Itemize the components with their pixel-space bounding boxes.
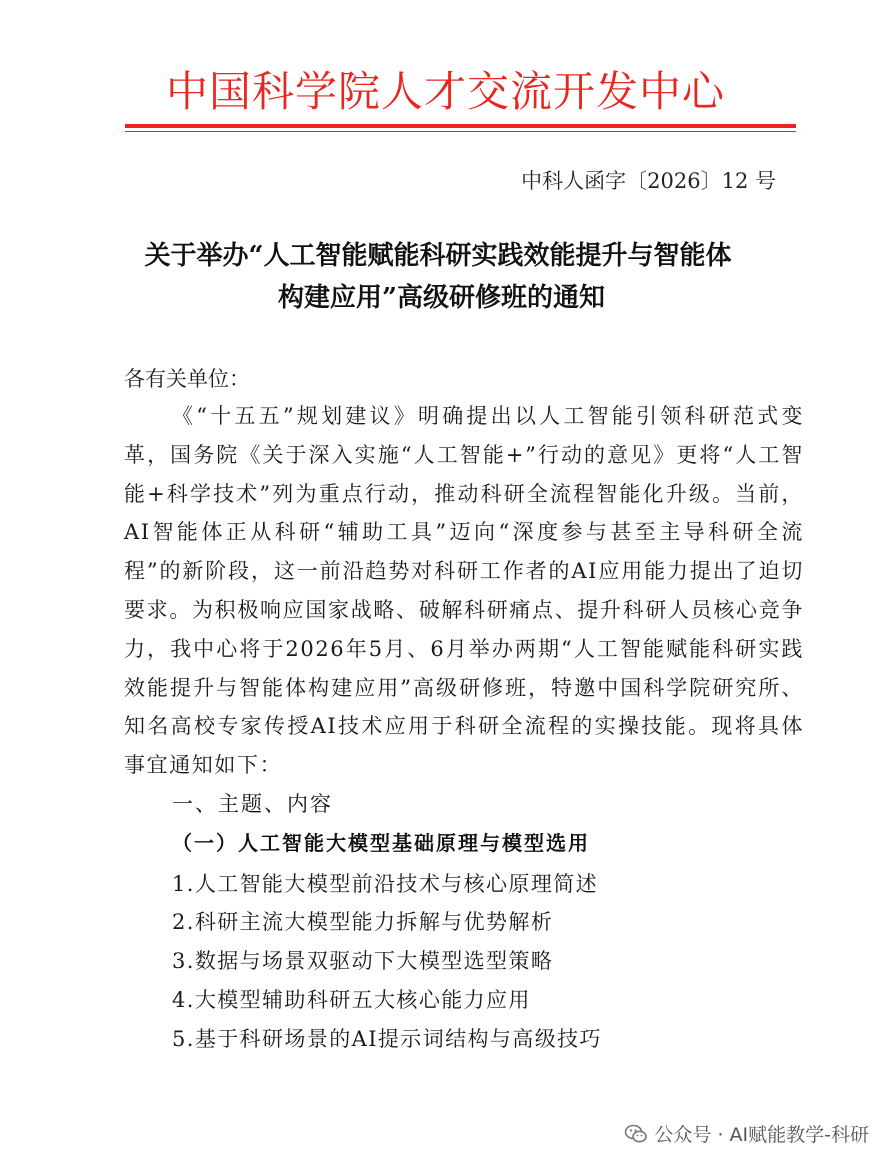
letterhead-rule-thin [125, 131, 796, 132]
list-item: 2.科研主流大模型能力拆解与优势解析 [172, 910, 554, 934]
notice-title-line-1: 关于举办“人工智能赋能科研实践效能提升与智能体 [144, 241, 732, 271]
section-heading: 一、主题、内容 [172, 792, 333, 816]
letterhead-rule-thick [125, 124, 796, 128]
list-item: 5.基于科研场景的AI提示词结构与高级技巧 [172, 1027, 602, 1051]
letterhead-org-name: 中国科学院人才交流开发中心 [165, 67, 725, 116]
watermark [624, 1120, 869, 1147]
body-paragraph: 《“十五五”规划建议》明确提出以人工智能引领科研范式变革，国务院《关于深入实施“人工智能+”行动的意见》更将“人工智能+科学技术”列为重点行动，推动科研全流程智能化升级。当前，AI智能体正从科研“辅助工具”迈向“深度参与甚至主导科研全流程”的新阶段，这一前沿趋势对科研工作者的AI应用能力提出了迫切要求。为积极响应国家战略、破解科研痛点、提升科研人员核心竞争力，我中心将于2026年5月、6月举办两期“人工智能赋能科研实践效能提升与智能体构建应用”高级研修班，特邀中国科学院研究所、知名高校专家传授AI技术应用于科研全流程的实操技能。现将具体事宜通知如下： [124, 404, 804, 778]
document-number: 中科人函字〔2026〕12 号 [521, 169, 776, 193]
list-item: 3.数据与场景双驱动下大模型选型策略 [172, 949, 554, 973]
watermark-text: 公众号 · AI赋能教学-科研 [654, 1124, 869, 1146]
list-item: 1.人工智能大模型前沿技术与核心原理简述 [172, 872, 599, 896]
wechat-icon [624, 1122, 648, 1146]
list-item: 4.大模型辅助科研五大核心能力应用 [172, 988, 531, 1012]
sub-heading: （一）人工智能大模型基础原理与模型选用 [172, 831, 590, 855]
salutation: 各有关单位： [124, 367, 250, 391]
notice-title-line-2: 构建应用”高级研修班的通知 [278, 283, 605, 313]
